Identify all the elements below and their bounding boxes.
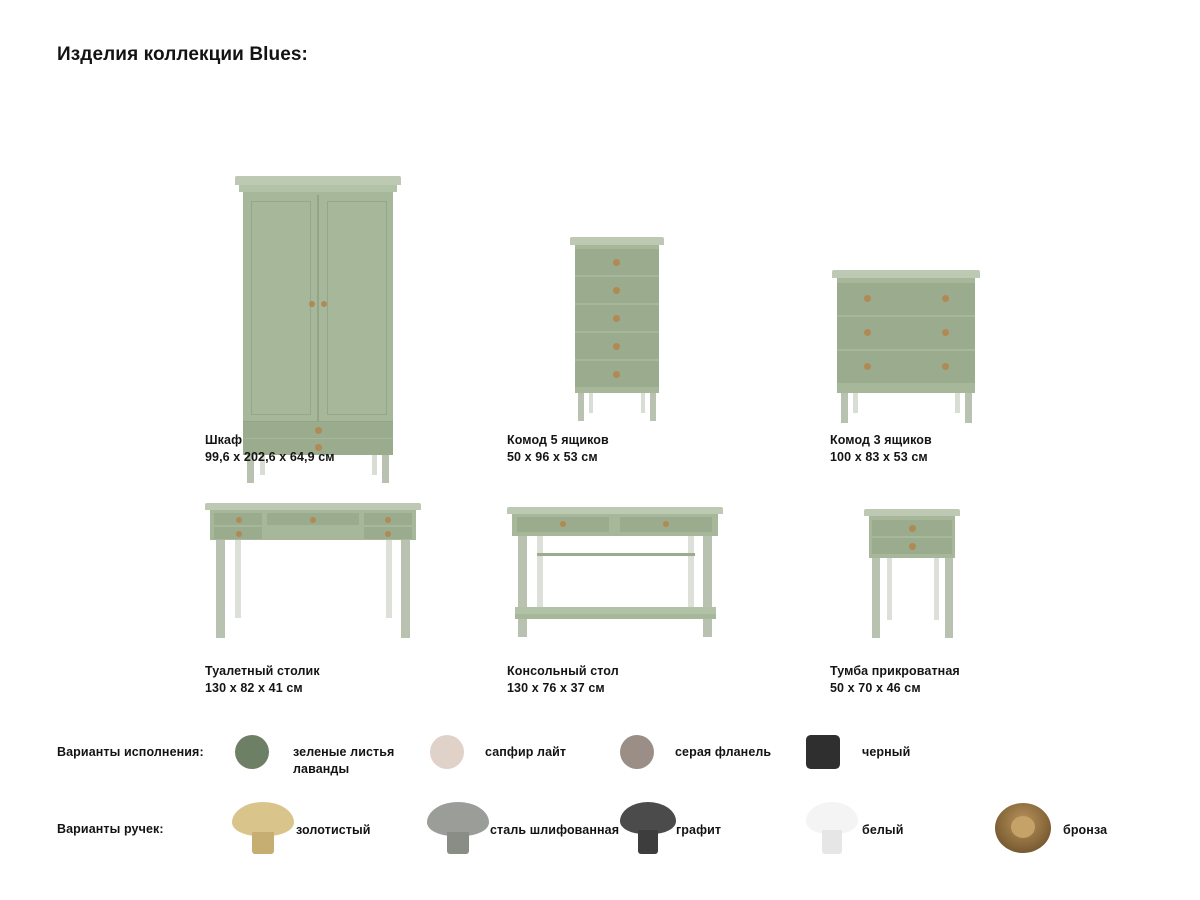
product-dimensions: 99,6 x 202,6 x 64,9 см: [205, 450, 335, 464]
product-caption: [507, 663, 619, 697]
handle-label-bronze: бронза: [1063, 823, 1108, 837]
finish-label-black: черный: [862, 745, 911, 759]
finish-swatch-sapphire-light[interactable]: [430, 735, 464, 769]
nightstand-image: [830, 495, 1150, 645]
product-name: Комод 3 ящиков: [830, 433, 932, 447]
product-name: Комод 5 ящиков: [507, 433, 609, 447]
product-caption: [507, 432, 609, 466]
finish-swatch-grey-flannel[interactable]: [620, 735, 654, 769]
dressing-table-image: [205, 495, 525, 645]
handles-row-label: Варианты ручек:: [57, 822, 164, 836]
product-card-chest5: [507, 85, 827, 464]
finishes-row-label: Варианты исполнения:: [57, 745, 204, 759]
wardrobe-image: [205, 85, 525, 410]
handle-knob-steel[interactable]: [427, 802, 489, 854]
handle-knob-gold[interactable]: [232, 802, 294, 854]
handle-label-graphite: графит: [676, 823, 722, 837]
finish-swatch-green-leaves[interactable]: [235, 735, 269, 769]
product-caption: [205, 432, 335, 466]
chest-5-drawers-image: [507, 85, 827, 410]
product-name: Шкаф: [205, 433, 243, 447]
product-card-nightstand: [830, 495, 1150, 695]
product-card-wardrobe: [205, 85, 525, 464]
finish-swatch-black[interactable]: [806, 735, 840, 769]
handle-knob-graphite[interactable]: [620, 802, 676, 854]
product-name: Тумба прикроватная: [830, 664, 960, 678]
handle-label-white: белый: [862, 823, 904, 837]
product-card-dressing-table: [205, 495, 525, 695]
product-caption: [205, 663, 320, 697]
product-name: Туалетный столик: [205, 664, 320, 678]
handle-knob-white[interactable]: [806, 802, 858, 854]
product-dimensions: 130 x 82 x 41 см: [205, 681, 303, 695]
product-dimensions: 130 x 76 x 37 см: [507, 681, 605, 695]
page-title: Изделия коллекции Blues:: [57, 44, 308, 65]
chest-3-drawers-image: [830, 85, 1150, 410]
product-dimensions: 100 x 83 x 53 см: [830, 450, 928, 464]
handle-label-steel: сталь шлифованная: [490, 823, 620, 837]
product-name: Консольный стол: [507, 664, 619, 678]
product-card-console-table: [507, 495, 827, 695]
product-caption: [830, 432, 932, 466]
handle-label-gold: золотистый: [296, 823, 371, 837]
console-table-image: [507, 495, 827, 645]
product-caption: [830, 663, 960, 697]
handle-knob-bronze[interactable]: [995, 803, 1051, 853]
finish-label-sapphire-light: сапфир лайт: [485, 745, 567, 759]
product-card-chest3: [830, 85, 1150, 464]
product-dimensions: 50 x 96 x 53 см: [507, 450, 598, 464]
finish-label-green-leaves: зеленые листья лаванды: [293, 745, 395, 776]
finish-label-grey-flannel: серая фланель: [675, 745, 772, 759]
product-dimensions: 50 x 70 x 46 см: [830, 681, 921, 695]
